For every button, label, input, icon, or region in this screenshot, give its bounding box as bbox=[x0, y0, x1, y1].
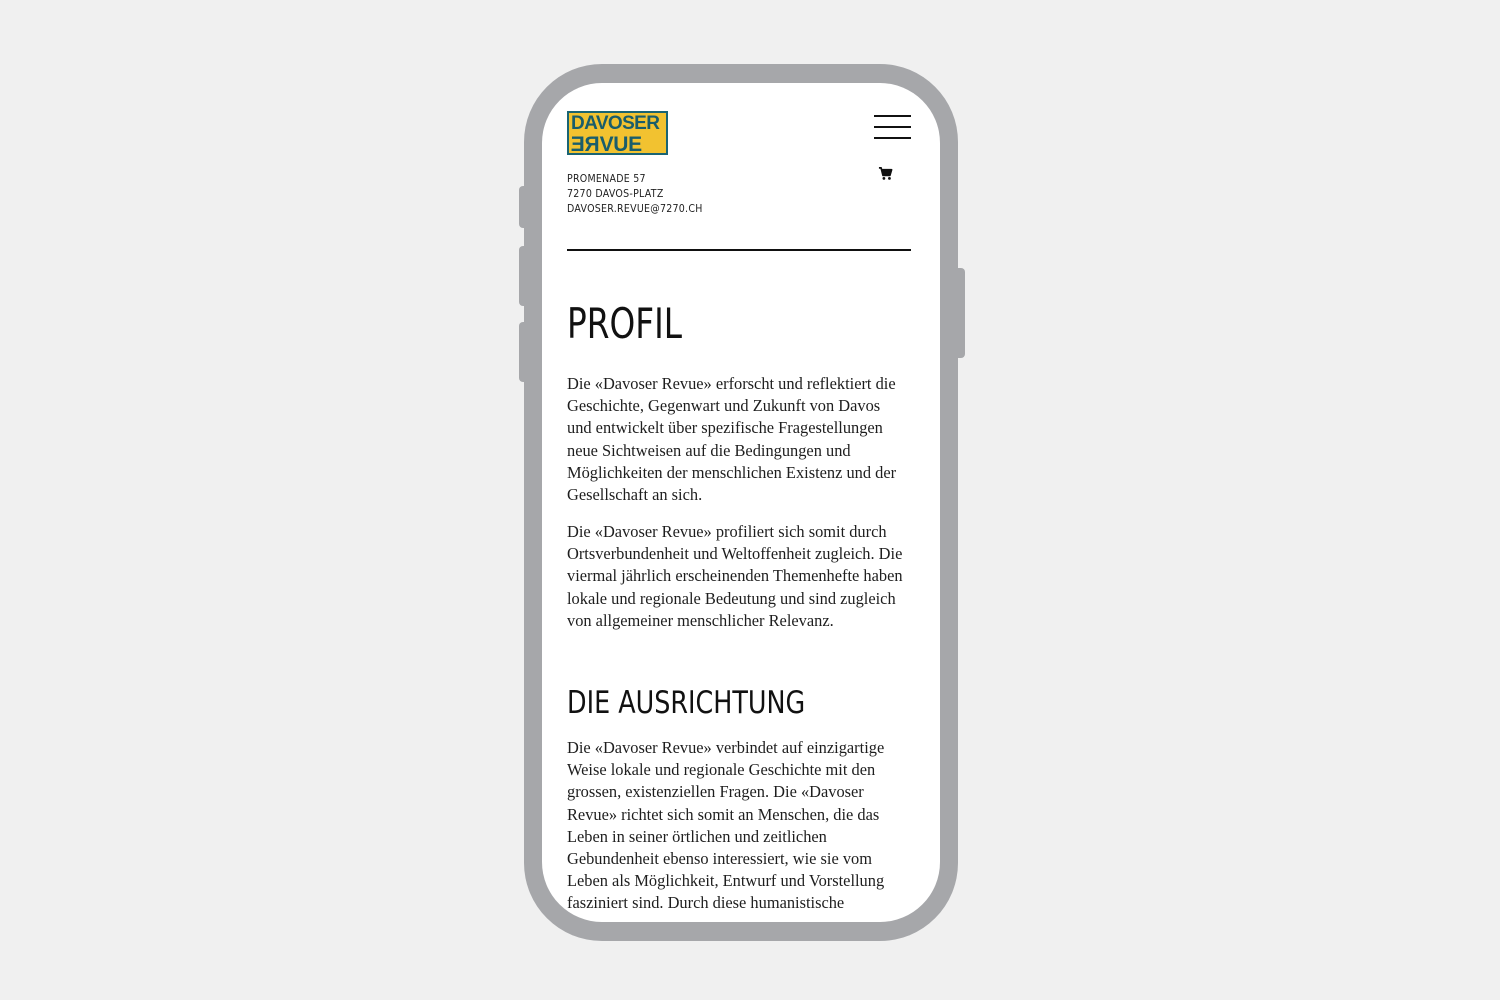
address-email-link[interactable]: DAVOSER.REVUE@7270.CH bbox=[567, 202, 703, 215]
logo-line-2-rest: VUE bbox=[599, 133, 642, 156]
site-logo[interactable] bbox=[567, 111, 668, 155]
logo-mirrored-letters: RE bbox=[571, 133, 600, 156]
address-city: 7270 DAVOS-PLATZ bbox=[567, 187, 664, 200]
section-heading: DIE AUSRICHTUNG bbox=[567, 685, 806, 721]
text-line: Geschichte, Gegenwart und Zukunft von Davos bbox=[567, 396, 881, 416]
text-line: grossen, existenziellen Fragen. Die «Davoser bbox=[567, 782, 864, 802]
text-line: Weise lokale und regionale Geschichte mit den bbox=[567, 760, 876, 780]
logo-line-2 bbox=[571, 134, 642, 155]
text-line: Die «Davoser Revue» erforscht und reflektiert die bbox=[567, 374, 896, 393]
address-street: PROMENADE 57 bbox=[567, 172, 646, 185]
text-line: Gebundenheit ebenso interessiert, wie sie vom bbox=[567, 849, 872, 869]
text-line: Leben in seiner örtlichen und zeitlichen bbox=[567, 826, 827, 846]
text-line: Die «Davoser Revue» profiliert sich somit durch bbox=[567, 522, 887, 541]
cart-icon[interactable] bbox=[878, 166, 893, 181]
header-divider bbox=[567, 249, 911, 251]
menu-bar-bottom bbox=[874, 137, 911, 139]
second-paragraph bbox=[567, 521, 912, 632]
text-line: Möglichkeiten der menschlichen Existenz und der bbox=[567, 462, 897, 482]
phone-screen bbox=[542, 83, 940, 922]
logo-line-1: DAVOSER bbox=[571, 113, 660, 134]
menu-bar-middle bbox=[874, 126, 911, 128]
text-line: von allgemeiner menschlicher Relevanz. bbox=[567, 610, 834, 630]
menu-bar-top bbox=[874, 115, 911, 117]
text-line: lokale und regionale Bedeutung und sind zugleich bbox=[567, 588, 896, 608]
text-line: neue Sichtweisen auf die Bedingungen und bbox=[567, 440, 851, 460]
text-line: und entwickelt über spezifische Fragestellungen bbox=[567, 418, 883, 438]
text-line: Leben als Möglichkeit, Entwurf und Vorstellung bbox=[567, 871, 885, 891]
text-line: fasziniert sind. Durch diese humanistische bbox=[567, 893, 845, 913]
text-line: Gesellschaft an sich. bbox=[567, 485, 703, 505]
text-line: Revue» richtet sich somit an Menschen, die das bbox=[567, 804, 880, 824]
intro-paragraph bbox=[567, 373, 912, 506]
section-paragraph bbox=[567, 737, 912, 915]
text-line: Die «Davoser Revue» verbindet auf einzigartige bbox=[567, 738, 885, 757]
contact-address bbox=[567, 171, 703, 216]
text-line: viermal jährlich erscheinenden Themenhefte haben bbox=[567, 566, 903, 586]
hamburger-menu-icon[interactable] bbox=[874, 115, 911, 139]
page-title: PROFIL bbox=[567, 299, 683, 348]
text-line: Ortsverbundenheit und Weltoffenheit zugleich. Die bbox=[567, 544, 903, 564]
